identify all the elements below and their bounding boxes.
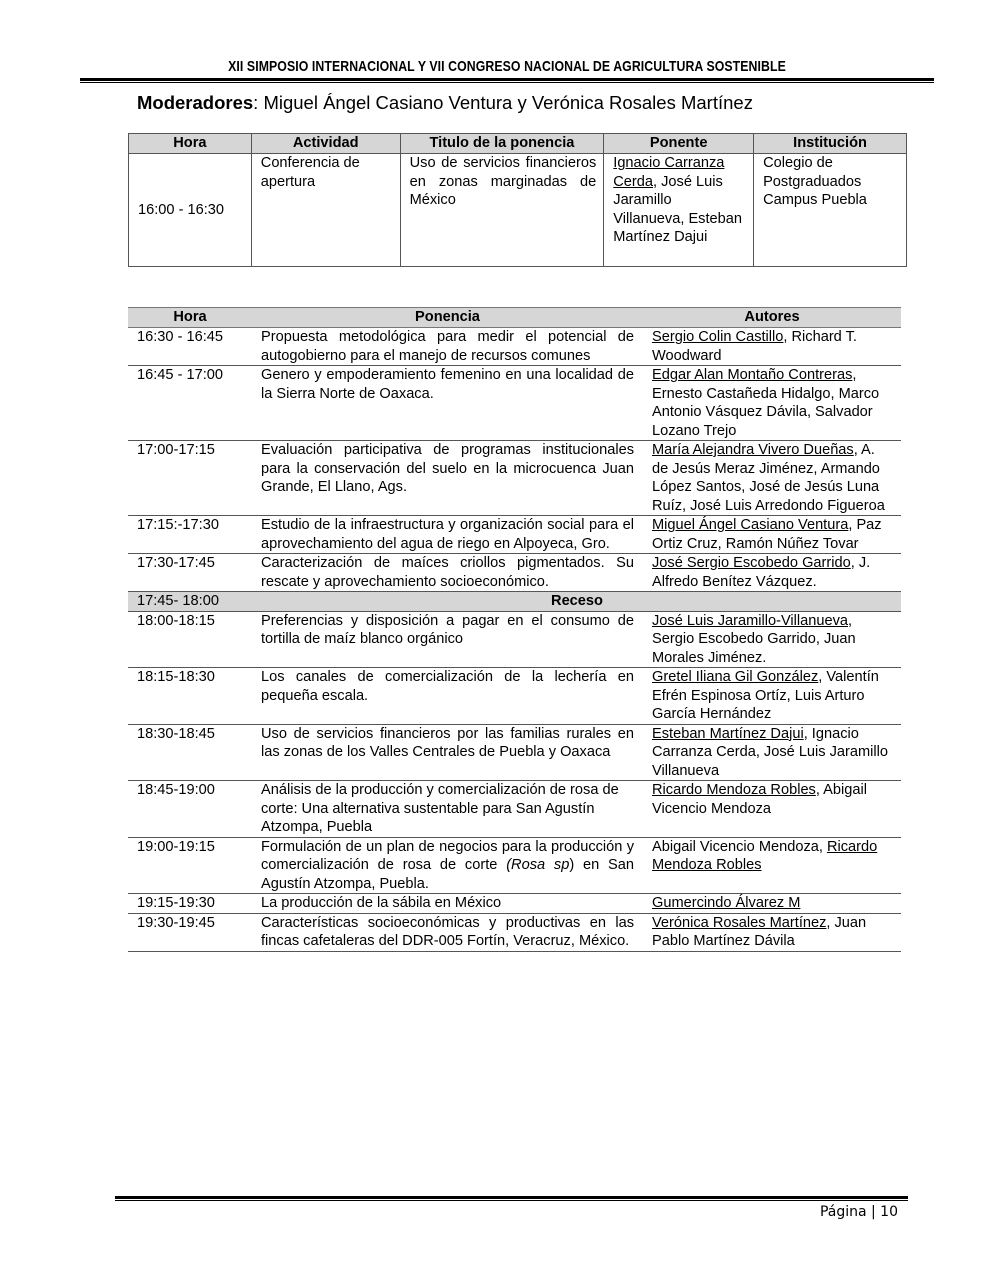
cell-institucion: Colegio de Postgraduados Campus Puebla [754, 154, 907, 267]
cell-autores [643, 894, 901, 914]
col-header-hora: Hora [129, 134, 252, 154]
cell-hora: 18:45-19:00 [128, 781, 252, 838]
coauthors: , Ernesto Castañeda Hidalgo, Marco Antonio Vásquez Dávila, Salvador Lozano Trejo [652, 367, 880, 439]
table-row [128, 837, 901, 894]
presenter-name: Ricardo Mendoza Robles [652, 782, 816, 798]
opening-table [128, 133, 907, 267]
presenter-name: José Luis Jaramillo-Villanueva [652, 612, 849, 629]
ponencia-text: Formulación de un plan de negocios para la producción y comercialización de rosa de corte [261, 838, 634, 873]
table-row [128, 913, 901, 951]
cell-autores [643, 516, 901, 554]
cell-autores [643, 441, 901, 516]
cell-hora: 18:30-18:45 [128, 724, 252, 781]
coauthors: , A. de Jesús Meraz Jiménez, Armando López Santos, José de Jesús Luna Ruíz, José Luis Arredondo Figueroa [652, 442, 885, 514]
col-header-titulo: Titulo de la ponencia [400, 134, 604, 154]
cell-ponencia: Estudio de la infraestructura y organización social para el aprovechamiento del agua de riego en Alpoyeca, Gro. [252, 516, 643, 554]
col-header-hora: Hora [128, 308, 252, 328]
coauthors: , Ignacio Carranza Cerda, José Luis Jaramillo Villanueva [652, 725, 889, 779]
cell-ponencia: Los canales de comercialización de la lechería en pequeña escala. [252, 668, 643, 725]
table-row [128, 894, 901, 914]
break-row [128, 592, 901, 612]
cell-autores [643, 837, 901, 894]
col-header-actividad: Actividad [251, 134, 400, 154]
species-name: (Rosa sp [506, 857, 570, 873]
coauthors: , J. Alfredo Benítez Vázquez. [652, 555, 871, 590]
table-row [128, 781, 901, 838]
cell-ponencia: Preferencias y disposición a pagar en el consumo de tortilla de maíz blanco orgánico [252, 611, 643, 668]
table-row [128, 724, 901, 781]
header-rule [80, 78, 934, 83]
schedule-table-header [128, 308, 901, 328]
coauthors: , Sergio Escobedo Garrido, Juan Morales Jiménez. [652, 612, 856, 666]
cell-ponencia: Análisis de la producción y comercialización de rosa de corte: Una alternativa sustentable para San Agustín Atzompa, Puebla [252, 781, 643, 838]
table-row [128, 516, 901, 554]
cell-hora: 16:00 - 16:30 [129, 154, 252, 267]
cell-hora: 19:30-19:45 [128, 913, 252, 951]
cell-ponencia [252, 837, 643, 894]
presenter-name: Gumercindo Álvarez M [652, 895, 801, 911]
table-row [128, 328, 901, 366]
presenter-name: Edgar Alan Montaño Contreras [652, 367, 853, 383]
cell-hora: 19:00-19:15 [128, 837, 252, 894]
cell-ponencia: Evaluación participativa de programas institucionales para la conservación del suelo en la microcuenca Juan Grande, El Llano, Ags. [252, 441, 643, 516]
cell-hora: 18:15-18:30 [128, 668, 252, 725]
cell-titulo: Uso de servicios financieros en zonas marginadas de México [400, 154, 604, 267]
cell-ponencia: Caracterización de maíces criollos pigmentados. Su rescate y aprovechamiento socioeconómico. [252, 554, 643, 592]
cell-ponencia: Uso de servicios financieros por las familias rurales en las zonas de los Valles Centrales de Puebla y Oaxaca [252, 724, 643, 781]
table-row [128, 611, 901, 668]
col-header-autores: Autores [643, 308, 901, 328]
moderators-line [137, 92, 753, 114]
moderators-names: : Miguel Ángel Casiano Ventura y Verónica Rosales Martínez [253, 92, 753, 113]
opening-table-header [129, 134, 907, 154]
table-row [128, 554, 901, 592]
break-label: Receso [252, 592, 901, 612]
schedule-table [128, 307, 901, 952]
presenter-name: Miguel Ángel Casiano Ventura [652, 517, 849, 533]
cell-hora: 18:00-18:15 [128, 611, 252, 668]
table-row [128, 366, 901, 441]
cell-hora: 19:15-19:30 [128, 894, 252, 914]
coauthors: , Juan Pablo Martínez Dávila [652, 914, 867, 949]
cell-hora: 16:45 - 17:00 [128, 366, 252, 441]
coauthors: , Paz Ortiz Cruz, Ramón Núñez Tovar [652, 517, 882, 552]
footer-rule [115, 1196, 908, 1201]
col-header-ponente: Ponente [604, 134, 754, 154]
coauthors: , Valentín Efrén Espinosa Ortíz, Luis Arturo García Hernández [652, 669, 879, 722]
cell-autores [643, 913, 901, 951]
cell-autores [643, 328, 901, 366]
cell-ponencia: Propuesta metodológica para medir el potencial de autogobierno para el manejo de recursos comunes [252, 328, 643, 366]
cell-ponente [604, 154, 754, 267]
presenter-name: Gretel Iliana Gil González [652, 669, 819, 685]
cell-autores [643, 724, 901, 781]
table-row [128, 441, 901, 516]
cell-hora: 17:45- 18:00 [128, 592, 252, 612]
coauthors: , José Luis Jaramillo Villanueva, Esteban Martínez Dajui [613, 173, 743, 245]
presenter-name: Ignacio Carranza Cerda [613, 155, 725, 190]
cell-autores [643, 366, 901, 441]
presenter-name: Ricardo Mendoza Robles [652, 838, 878, 873]
ponencia-text-end: ) en San Agustín Atzompa, Puebla. [261, 857, 635, 892]
presenter-name: Esteban Martínez Dajui [652, 725, 804, 742]
cell-hora: 16:30 - 16:45 [128, 328, 252, 366]
cell-hora: 17:15:-17:30 [128, 516, 252, 554]
cell-hora: 17:00-17:15 [128, 441, 252, 516]
table-row [129, 154, 907, 267]
cell-ponencia: Características socioeconómicas y productivas en las fincas cafetaleras del DDR-005 Fortín, Veracruz, México. [252, 913, 643, 951]
header-title: XII SIMPOSIO INTERNACIONAL Y VII CONGRESO NACIONAL DE AGRICULTURA SOSTENIBLE [228, 58, 786, 75]
presenter-name: Sergio Colin Castillo [652, 329, 784, 345]
cell-ponencia: Genero y empoderamiento femenino en una localidad de la Sierra Norte de Oaxaca. [252, 366, 643, 441]
cell-autores [643, 781, 901, 838]
coauthors: , Richard T. Woodward [652, 329, 857, 364]
moderators-label: Moderadores [137, 92, 254, 113]
cell-ponencia: La producción de la sábila en México [252, 894, 643, 914]
cell-autores [643, 554, 901, 592]
coauthors: , Abigail Vicencio Mendoza [652, 782, 867, 817]
col-header-ponencia: Ponencia [252, 308, 643, 328]
cell-autores [643, 668, 901, 725]
cell-hora: 17:30-17:45 [128, 554, 252, 592]
presenter-name: Verónica Rosales Martínez [652, 914, 827, 931]
page-number: Página | 10 [819, 1204, 898, 1220]
cell-autores [643, 611, 901, 668]
col-header-institucion: Institución [754, 134, 907, 154]
coauthors: Abigail Vicencio Mendoza, [652, 838, 827, 855]
table-row [128, 668, 901, 725]
presenter-name: María Alejandra Vivero Dueñas [652, 442, 854, 458]
presenter-name: José Sergio Escobedo Garrido [652, 555, 851, 571]
cell-actividad: Conferencia de apertura [251, 154, 400, 267]
